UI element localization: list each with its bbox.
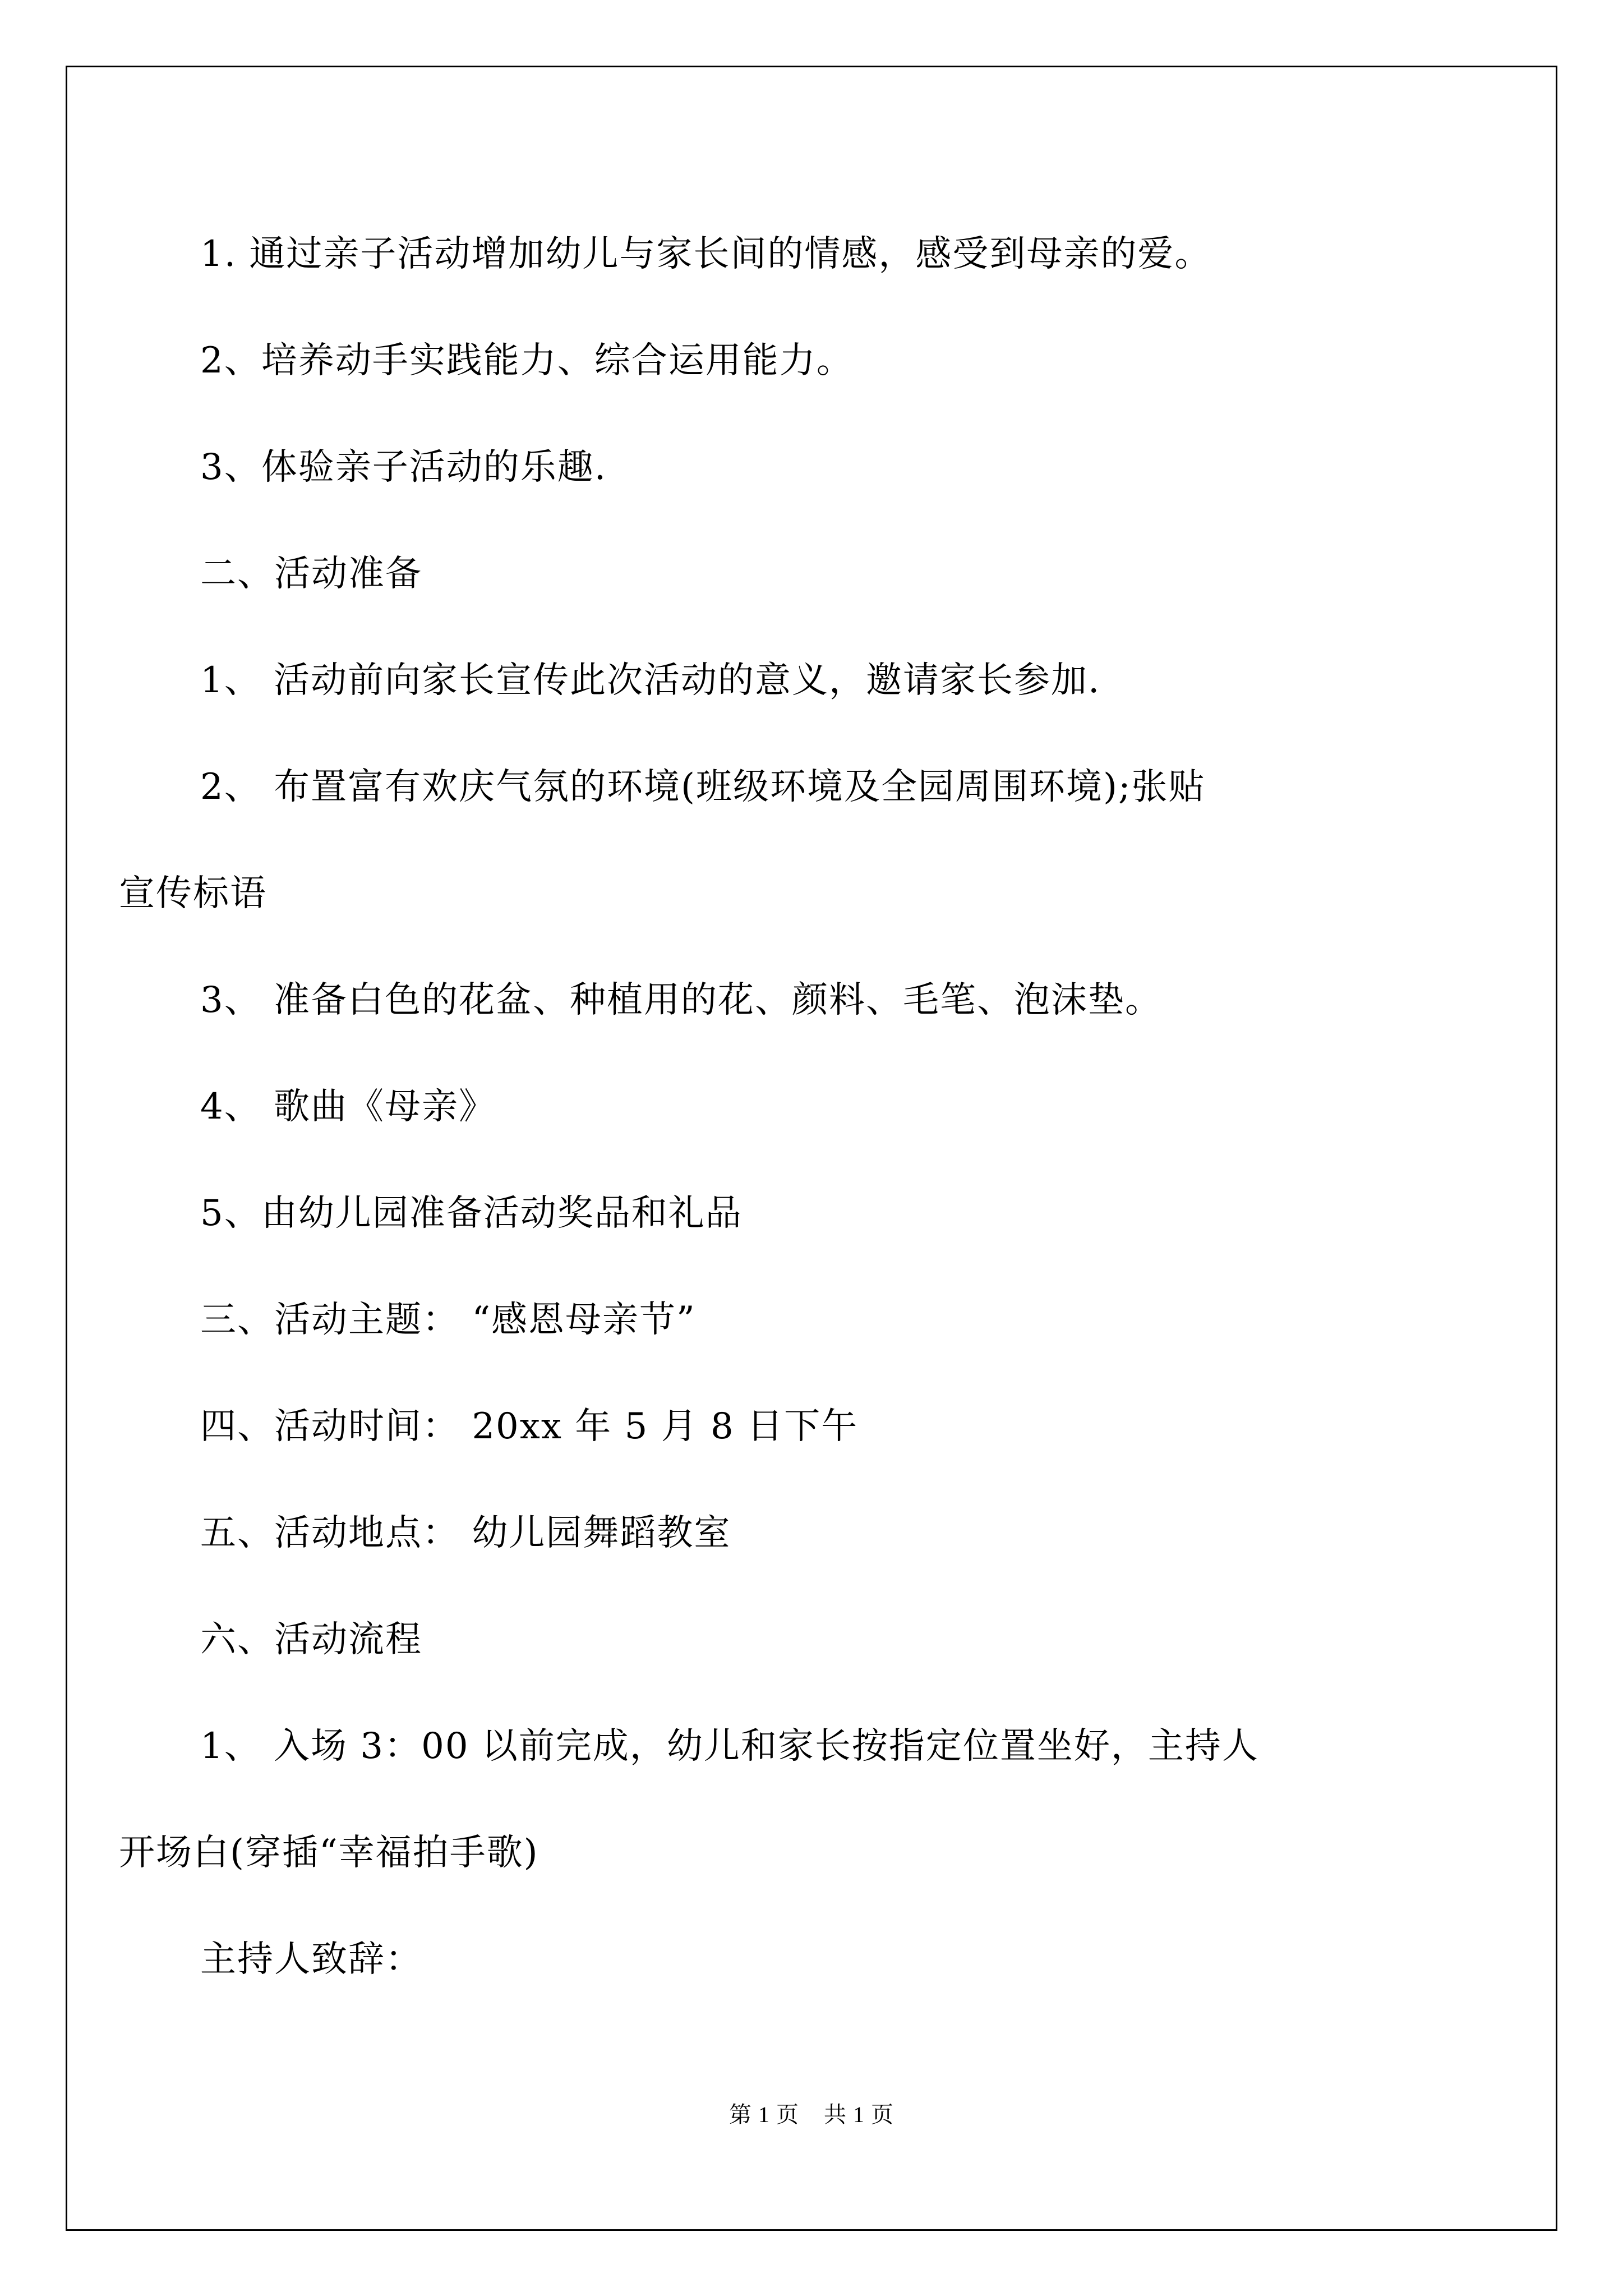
section-heading: 三、活动主题： “感恩母亲节” <box>200 1299 696 1341</box>
page-border <box>66 66 1557 2231</box>
paragraph-line: 4、 歌曲《母亲》 <box>200 1086 496 1128</box>
paragraph-line: 1、 入场 3：00 以前完成，幼儿和家长按指定位置坐好，主持人 <box>200 1726 1259 1767</box>
paragraph-line: 1、 活动前向家长宣传此次活动的意义，邀请家长参加. <box>200 660 1101 701</box>
paragraph-line: 3、 准备白色的花盆、种植用的花、颜料、毛笔、泡沫垫。 <box>200 979 1163 1021</box>
paragraph-line: 2、培养动手实践能力、综合运用能力。 <box>200 340 854 381</box>
paragraph-line: 5、由幼儿园准备活动奖品和礼品 <box>200 1193 743 1234</box>
paragraph-line: 开场白(穿插“幸福拍手歌) <box>119 1832 539 1874</box>
paragraph-line: 1. 通过亲子活动增加幼儿与家长间的情感，感受到母亲的爱。 <box>200 233 1212 275</box>
paragraph-line: 主持人致辞： <box>200 1939 422 1980</box>
paragraph-line: 宣传标语 <box>119 873 267 914</box>
paragraph-line: 3、体验亲子活动的乐趣. <box>200 447 607 488</box>
section-heading: 二、活动准备 <box>200 553 422 595</box>
page-number: 第 1 页 <box>729 2102 799 2127</box>
section-heading: 四、活动时间： 20xx 年 5 月 8 日下午 <box>200 1406 859 1447</box>
page-footer <box>0 2101 1623 2129</box>
section-heading: 六、活动流程 <box>200 1619 422 1660</box>
footer-spacer <box>799 2102 824 2127</box>
page-total: 共 1 页 <box>824 2102 894 2127</box>
paragraph-line: 2、 布置富有欢庆气氛的环境(班级环境及全园周围环境);张贴 <box>200 766 1206 808</box>
section-heading: 五、活动地点： 幼儿园舞蹈教室 <box>200 1512 731 1554</box>
